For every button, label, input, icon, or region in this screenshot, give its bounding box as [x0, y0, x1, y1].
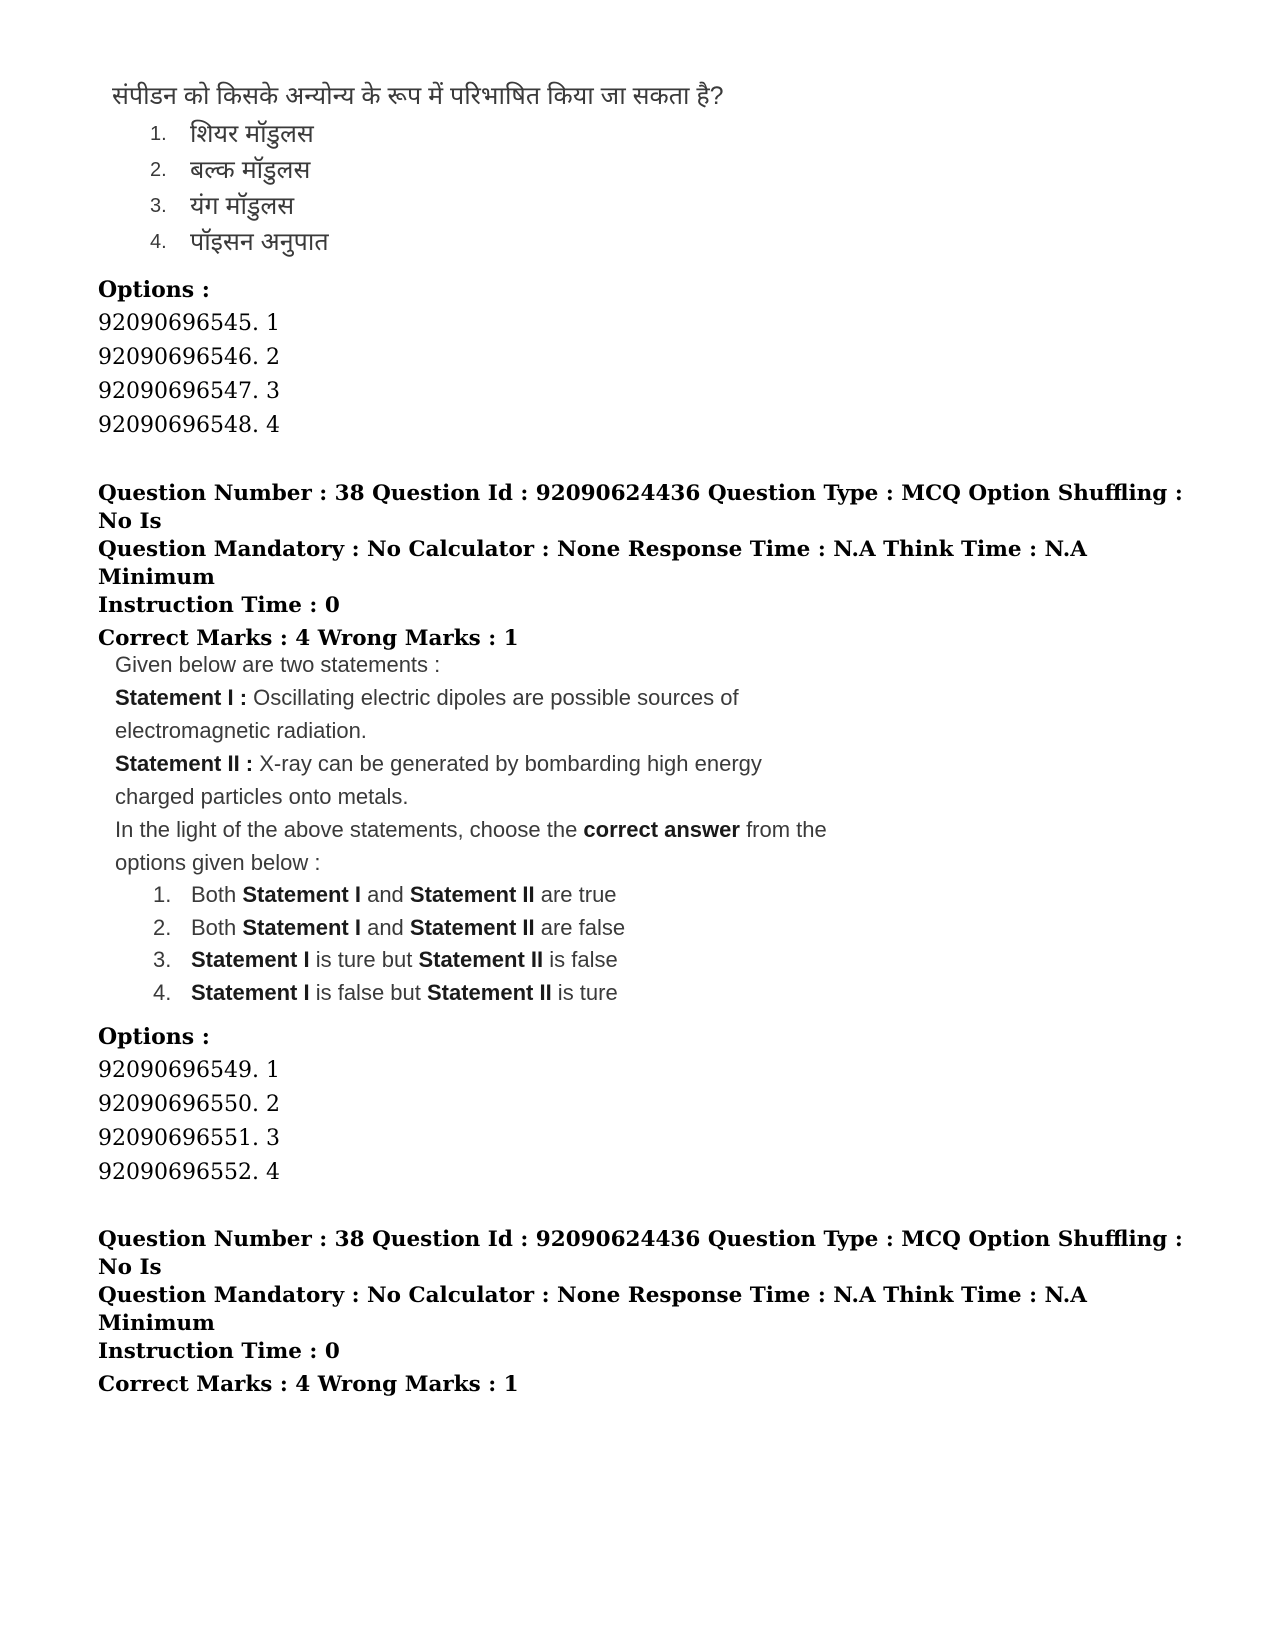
meta-line: Instruction Time : 0: [98, 593, 340, 618]
option-item: 92090696549. 1: [98, 1058, 280, 1083]
choice-number: 3.: [150, 195, 167, 217]
options-label: Options :: [98, 1024, 210, 1050]
statement-2-label: Statement II :: [115, 751, 254, 776]
choice-item: [112, 188, 872, 224]
options-block: [98, 1020, 280, 1190]
option-item: 92090696552. 4: [98, 1160, 280, 1185]
choice-number: 4.: [150, 231, 167, 253]
question-meta: [98, 480, 1188, 653]
option-item: 92090696547. 3: [98, 379, 280, 404]
choice-item: [112, 152, 872, 188]
option-item: 92090696550. 2: [98, 1092, 280, 1117]
instruction-cont: options given below :: [115, 850, 321, 875]
meta-line: Question Mandatory : No Calculator : None Response Time : N.A Think Time : N.A Minimum: [98, 1283, 1087, 1336]
statement-2: [115, 747, 995, 780]
choice-item: [115, 879, 995, 912]
choice-item: [115, 944, 995, 977]
choice-number: 1.: [150, 123, 167, 145]
choice-number: 3.: [153, 947, 172, 972]
choice-number: 2.: [153, 914, 172, 940]
choice-number: 1.: [153, 882, 172, 907]
choice-text: Statement I is false but Statement II is ture: [191, 979, 618, 1005]
instruction-text: In the light of the above statements, choose the: [115, 817, 584, 842]
statement-1-label: Statement I :: [115, 685, 248, 710]
choice-text: पॉइसन अनुपात: [190, 228, 329, 256]
options-label: Options :: [98, 277, 210, 303]
marks-line: Correct Marks : 4 Wrong Marks : 1: [98, 1372, 519, 1397]
choice-text: शियर मॉडुलस: [190, 120, 314, 148]
choice-text: बल्क मॉडुलस: [190, 156, 311, 184]
choice-text: यंग मॉडुलस: [190, 192, 295, 220]
choice-list: [112, 116, 872, 260]
english-question-block: [115, 648, 995, 1009]
question-meta: [98, 1226, 1188, 1399]
instruction-bold: correct answer: [583, 817, 740, 842]
marks-line: Correct Marks : 4 Wrong Marks : 1: [98, 626, 519, 651]
options-block: [98, 273, 280, 443]
choice-number: 4.: [153, 979, 172, 1005]
choice-text: Statement I is ture but Statement II is false: [191, 947, 618, 972]
question-intro: Given below are two statements :: [115, 652, 441, 677]
meta-line: Question Number : 38 Question Id : 92090624436 Question Type : MCQ Option Shuffling : No Is: [98, 481, 1183, 534]
option-item: 92090696551. 3: [98, 1126, 280, 1151]
choice-number: 2.: [150, 159, 167, 181]
statement-1: [115, 681, 995, 714]
choice-item: [115, 912, 995, 945]
option-item: 92090696546. 2: [98, 345, 280, 370]
option-item: 92090696548. 4: [98, 413, 280, 438]
instruction-text: from the: [739, 817, 827, 842]
choice-text: Both Statement I and Statement II are true: [191, 882, 617, 907]
meta-line: Question Number : 38 Question Id : 92090624436 Question Type : MCQ Option Shuffling : No Is: [98, 1227, 1183, 1280]
statement-2-cont: charged particles onto metals.: [115, 784, 409, 809]
choice-text: Both Statement I and Statement II are false: [191, 914, 626, 940]
choice-item: [112, 224, 872, 260]
instruction: [115, 813, 995, 846]
choice-list: [115, 879, 995, 1009]
question-stem: संपीडन को किसके अन्योन्य के रूप में परिभाषित किया जा सकता है?: [112, 82, 724, 110]
choice-item: [115, 977, 995, 1010]
hindi-question-block: [112, 78, 872, 260]
statement-1-cont: electromagnetic radiation.: [115, 718, 367, 743]
option-item: 92090696545. 1: [98, 311, 280, 336]
meta-line: Question Mandatory : No Calculator : None Response Time : N.A Think Time : N.A Minimum: [98, 537, 1087, 590]
statement-1-text: Oscillating electric dipoles are possible sources of: [247, 685, 739, 710]
statement-2-text: X-ray can be generated by bombarding high energy: [253, 751, 762, 776]
meta-line: Instruction Time : 0: [98, 1339, 340, 1364]
choice-item: [112, 116, 872, 152]
